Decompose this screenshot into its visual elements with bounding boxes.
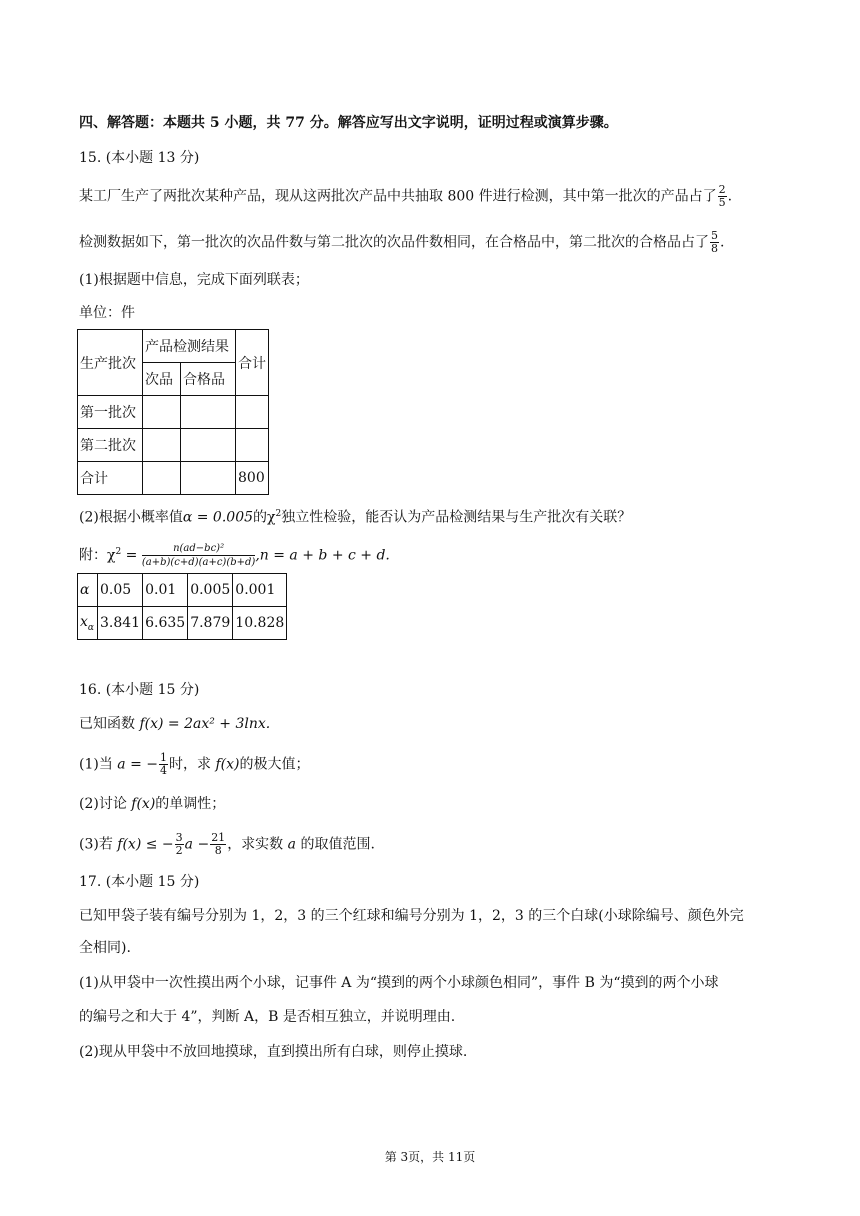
row-label-batch1: 第一批次	[78, 396, 143, 429]
frac-den: 8	[214, 844, 222, 857]
p3-text-a: (3)若	[79, 836, 118, 853]
q17-line4: 的编号之和大于 4”，判断 A，B 是否相互独立，并说明理由.	[79, 1009, 456, 1025]
q16-part3	[79, 832, 375, 857]
critical-cell: 6.635	[143, 607, 188, 640]
p1-text-a: (1)当	[79, 756, 118, 773]
row-label-batch2: 第二批次	[78, 429, 143, 462]
x-label: x	[80, 613, 88, 630]
alpha-cell: 0.05	[98, 574, 143, 607]
cell-empty[interactable]	[181, 396, 236, 429]
q17-header: 17. (本小题 15 分)	[79, 874, 200, 890]
p1-fx: f(x)	[215, 756, 240, 773]
x-alpha-label	[78, 607, 98, 640]
fraction-two-fifths	[718, 184, 727, 209]
critical-cell: 3.841	[98, 607, 143, 640]
alpha-cell: 0.001	[233, 574, 287, 607]
q15-appendix: 附：$\chi^2$ = $\frac{\text{n(ad−bc)²}}{(a+b)(c+d)(a+c)(b+d)}$ ,n = a + b + c + d.	[79, 543, 390, 569]
q16-line1	[79, 714, 270, 734]
frac-den: 8	[711, 242, 718, 255]
x-sub: α	[87, 622, 94, 633]
header-result: 产品检测结果	[143, 330, 236, 363]
appendix-tail: ,n = a + b + c + d.	[255, 547, 390, 564]
p1-text-b: 时，求	[169, 756, 216, 773]
p3-text-c: 的取值范围.	[296, 836, 375, 853]
alpha-cell: 0.01	[143, 574, 188, 607]
cell-empty[interactable]	[143, 462, 181, 495]
p3-mid: a −	[184, 836, 210, 853]
q15-line2-text: 检测数据如下，第一批次的次品件数与第二批次的次品件数相同，在合格品中，第二批次的合格品占了	[79, 234, 709, 251]
critical-cell: 10.828	[233, 607, 287, 640]
frac-num: 5	[711, 229, 718, 242]
part2-text-b: 的χ	[253, 509, 276, 526]
p1-text-c: 的极大值；	[239, 756, 310, 773]
q16-header: 16. (本小题 15 分)	[79, 682, 200, 698]
q15-line1: 某工厂生产了两批次某种产品，现从这两批次产品中共抽取 800 件进行检测，其中第一批次的产品占了 $\frac{2}{5}$ .	[79, 183, 733, 209]
fraction-three-halves	[175, 832, 184, 857]
frac-den: 4	[160, 764, 167, 777]
alpha-cell: 0.005	[188, 574, 233, 607]
appendix-label: 附：χ	[79, 547, 116, 564]
frac-den: 2	[175, 844, 183, 857]
p2-text-a: (2)讨论	[79, 796, 132, 812]
q15-line1-text: 某工厂生产了两批次某种产品，现从这两批次产品中共抽取 800 件进行检测，其中第一批次的产品占了	[79, 188, 717, 205]
q17-line5: (2)现从甲袋中不放回地摸球，直到摸出所有白球，则停止摸球.	[79, 1044, 468, 1060]
formula-den: (a+b)(c+d)(a+c)(b+d)	[141, 557, 256, 569]
frac-den: 5	[718, 196, 726, 209]
fraction-five-eighths	[710, 230, 719, 255]
q16-line1-text: 已知函数	[79, 716, 140, 732]
q15-part2: (2)根据小概率值α = 0.005的$\chi^2$独立性检验，能否认为产品检测结果与生产批次有关联？	[79, 509, 632, 526]
header-total: 合计	[236, 330, 269, 396]
header-qualified: 合格品	[181, 363, 236, 396]
part2-text-c: 独立性检验，能否认为产品检测结果与生产批次有关联？	[281, 509, 632, 526]
cell-empty[interactable]	[181, 462, 236, 495]
grand-total-cell: 800	[236, 462, 269, 495]
frac-num: 3	[175, 831, 183, 844]
contingency-table	[77, 329, 269, 495]
p2-fx: f(x)	[131, 796, 156, 812]
section-heading: 四、解答题：本题共 5 小题，共 77 分。解答应写出文字说明，证明过程或演算步骤。	[79, 115, 618, 131]
q16-part2	[79, 794, 225, 814]
p3-math: f(x) ≤ −	[117, 836, 174, 853]
cell-empty[interactable]	[181, 429, 236, 462]
q15-part1: (1)根据题中信息，完成下面列联表；	[79, 272, 309, 288]
q15-header: 15. (本小题 13 分)	[79, 150, 200, 166]
p3-text-b: ，求实数	[227, 836, 288, 853]
critical-cell: 7.879	[188, 607, 233, 640]
cell-empty[interactable]	[143, 429, 181, 462]
cell-empty[interactable]	[236, 429, 269, 462]
frac-num: 1	[160, 751, 167, 764]
formula-num: n(ad−bc)²	[142, 542, 255, 556]
chi-square-formula	[142, 542, 255, 569]
page-footer: 第 3页，共 11页	[384, 1150, 476, 1164]
q15-line2: 检测数据如下，第一批次的次品件数与第二批次的次品件数相同，在合格品中，第二批次的合格品占了 $\frac{5}{8}$ .	[79, 229, 725, 255]
function-definition: f(x) = 2ax² + 3lnx.	[139, 716, 271, 732]
header-batch: 生产批次	[78, 330, 143, 396]
alpha-label: α	[78, 574, 98, 607]
alpha-value: α = 0.005	[182, 509, 254, 526]
q15-unit: 单位：件	[79, 305, 135, 321]
fraction-twentyone-eighths	[210, 832, 226, 857]
cell-empty[interactable]	[143, 396, 181, 429]
header-defective: 次品	[143, 363, 181, 396]
p1-math: a = −	[117, 756, 158, 773]
part2-text-a: (2)根据小概率值	[79, 509, 183, 526]
p2-text-b: 的单调性；	[155, 796, 226, 812]
frac-num: 21	[211, 831, 226, 844]
row-label-total: 合计	[78, 462, 143, 495]
critical-value-table	[77, 573, 287, 640]
frac-num: 2	[718, 183, 726, 196]
cell-empty[interactable]	[236, 396, 269, 429]
q17-line3: (1)从甲袋中一次性摸出两个小球，记事件 A 为“摸到的两个小球颜色相同”，事件 B 为“摸到的两个小球	[79, 975, 719, 991]
p3-var-a: a	[287, 836, 296, 853]
q17-line2: 全相同).	[79, 940, 131, 956]
q17-line1: 已知甲袋子装有编号分别为 1，2，3 的三个红球和编号分别为 1，2，3 的三个白球(小球除编号、颜色外完	[79, 908, 744, 924]
q16-part1	[79, 752, 309, 777]
fraction-one-quarter	[159, 752, 168, 777]
